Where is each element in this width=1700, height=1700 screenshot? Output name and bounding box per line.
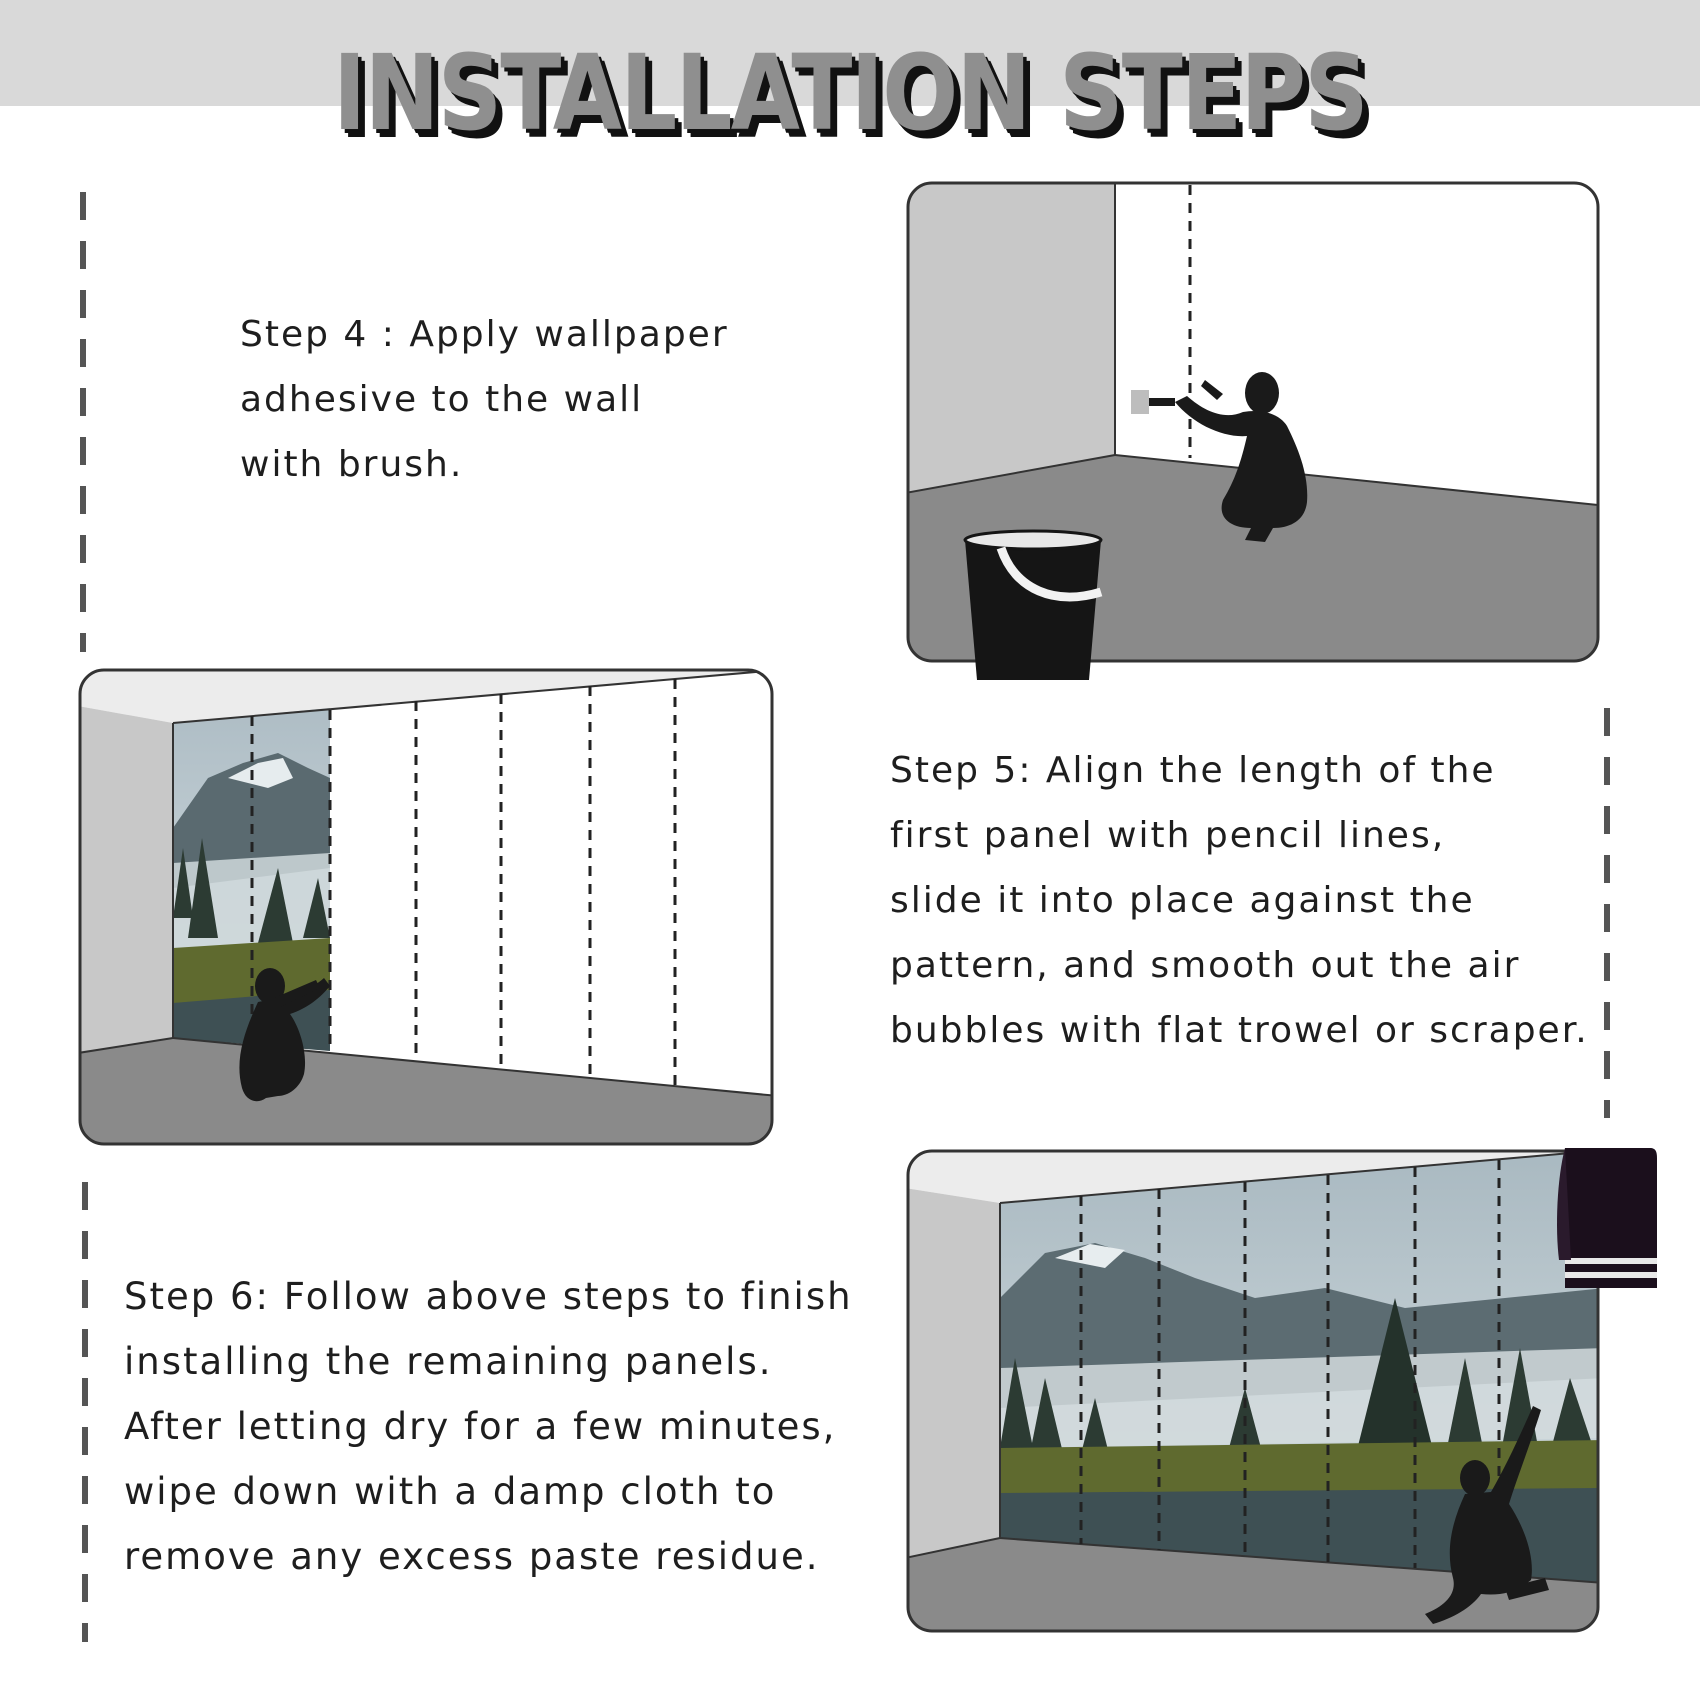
dashed-guide-left-bottom [82,1182,88,1642]
scene-apply-adhesive [905,180,1605,700]
scene-finished-mural [905,1148,1665,1668]
step-5-line: first panel with pencil lines, [890,815,1446,856]
step-4-text [240,302,729,497]
side-wall [905,180,1115,493]
dashed-guide-left-top [80,192,86,652]
paste-bucket-icon [965,531,1101,680]
scene-finished-mural-illustration [905,1148,1665,1668]
step-5-line: pattern, and smooth out the air [890,945,1521,986]
step-5-line: bubbles with flat trowel or scraper. [890,1010,1589,1051]
dashed-guide-right-middle [1604,708,1610,1118]
step-6-text [124,1264,853,1589]
step-6-line: installing the remaining panels. [124,1340,773,1383]
towel-icon [1557,1148,1657,1288]
step-6-line: remove any excess paste residue. [124,1535,820,1578]
scene-apply-adhesive-illustration [905,180,1605,700]
step-5-text [890,738,1589,1063]
scene-first-panel [78,668,778,1148]
step-6-line: wipe down with a damp cloth to [124,1470,777,1513]
side-wall [78,706,173,1053]
step-5-line: Step 5: Align the length of the [890,750,1496,791]
side-wall [905,1188,1000,1558]
scene-first-panel-illustration [78,668,778,1148]
step-6-line: Step 6: Follow above steps to finish [124,1275,853,1318]
step-6-line: After letting dry for a few minutes, [124,1405,837,1448]
page-title: INSTALLATION STEPS [333,32,1367,154]
step-4-line: with brush. [240,444,464,485]
step-4-line: adhesive to the wall [240,379,644,420]
step-4-line: Step 4 : Apply wallpaper [240,314,729,355]
step-5-line: slide it into place against the [890,880,1475,921]
